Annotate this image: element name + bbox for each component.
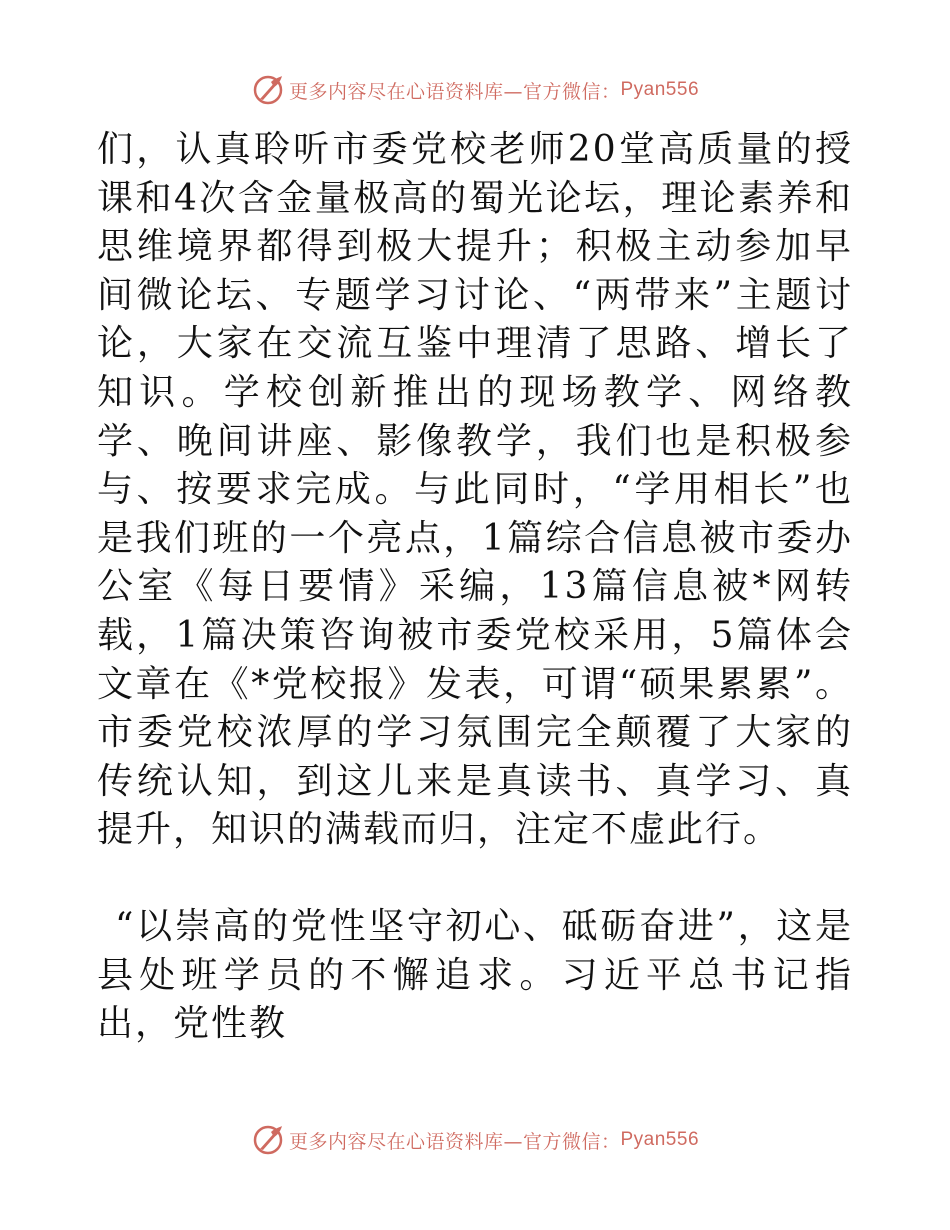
body-paragraph: “以崇高的党性坚守初心、砥砺奋进”，这是县处班学员的不懈追求。习近平总书记指出，党性教 — [97, 905, 853, 1045]
watermark-wechat-label: 官方微信： — [522, 80, 621, 103]
watermark-wechat-id: Pyan556 — [620, 1129, 700, 1150]
document-body — [97, 126, 853, 1049]
watermark-wechat-label: 官方微信： — [522, 1130, 621, 1153]
body-paragraph: 们，认真聆听市委党校老师20堂高质量的授课和4次含金量极高的蜀光论坛，理论素养和思维境界都得到极大提升；积极主动参加早间微论坛、专题学习讨论、“两带来”主题讨论，大家在交流互鉴中理清了思路、增长了知识。学校创新推出的现场教学、网络教学、晚间讲座、影像教学，我们也是积极参与、按要求完成。与此同时，“学用相长”也是我们班的一个亮点，1篇综合信息被市委办公室《每日要情》采编，13篇信息被*网转载，1篇决策咨询被市委党校采用，5篇体会文章在《*党校报》发表，可谓“硕果累累”。市委党校浓厚的学习氛围完全颠覆了大家的传统认知，到这儿来是真读书、真学习、真提升，知识的满载而归，注定不虚此行。 — [97, 129, 853, 851]
quill-pen-circle-icon — [251, 1123, 285, 1157]
watermark-text: 更多内容尽在心语资料库— — [288, 1130, 523, 1153]
footer-watermark — [0, 1120, 950, 1160]
watermark-wechat-id: Pyan556 — [620, 79, 700, 100]
quill-pen-circle-icon — [251, 73, 285, 107]
watermark-text: 更多内容尽在心语资料库— — [288, 80, 523, 103]
header-watermark — [0, 70, 950, 110]
